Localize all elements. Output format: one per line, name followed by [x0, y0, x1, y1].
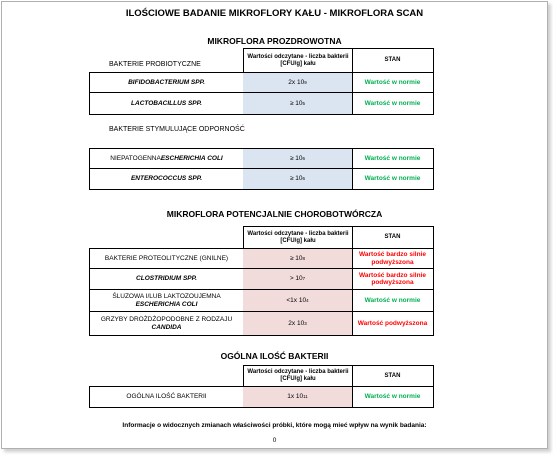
row-name: GRZYBY DROŻDŻOPODOBNE Z RODZAJU CANDIDA — [89, 312, 244, 336]
row-state: Wartość w normie — [352, 386, 434, 408]
row-name: LACTOBACILLUS SPP. — [89, 93, 244, 115]
probiotic-label: BAKTERIE PROBIOTYCZNE — [109, 61, 201, 68]
row-value: 1x 10 11 — [243, 386, 353, 408]
row-name: OGÓLNA ILOŚĆ BAKTERII — [89, 386, 244, 408]
row-state: Wartość w normie — [352, 148, 434, 169]
row-state: Wartość w normie — [352, 72, 434, 93]
col-value-header: Wartości odczytane - liczba bakterii [CFU/g] kału — [243, 365, 353, 386]
col-value-header: Wartości odczytane - liczba bakterii [CFU/g] kału — [243, 226, 353, 248]
row-state: Wartość bardzo silnie podwyższona — [352, 248, 434, 269]
col-state-header: STAN — [352, 365, 434, 386]
row-state: Wartość podwyższona — [352, 312, 434, 336]
row-name: ENTEROCOCCUS SPP. — [89, 169, 244, 190]
pathogenic-heading: MIKROFLORA POTENCJALNIE CHOROBOTWÓRCZA — [166, 209, 383, 219]
sample-info-value: 0 — [272, 437, 277, 444]
row-name: ŚLUZOWA I/LUB LAKTOZOUJEMNA ESCHERICHIA COLI — [89, 290, 244, 312]
row-value: > 10 7 — [243, 269, 353, 290]
row-state: Wartość bardzo silnie podwyższona — [352, 269, 434, 290]
row-value: <1x 10 4 — [243, 290, 353, 312]
report-title: ILOŚCIOWE BADANIE MIKROFLORY KAŁU - MIKROFLORA SCAN — [125, 8, 424, 19]
row-value: 2x 10 3 — [243, 312, 353, 336]
report-page — [1, 1, 548, 449]
row-value: ≥ 10 6 — [243, 169, 353, 190]
immune-label: BAKTERIE STYMULUJĄCE ODPORNOŚĆ — [109, 126, 245, 133]
row-name: CLOSTRIDIUM SPP. — [89, 269, 244, 290]
sample-info-label: Informacje o widocznych zmianach właściwości próbki, które mogą mieć wpływ na wynik badania: — [122, 422, 427, 429]
row-name: BIFIDOBACTERIUM SPP. — [89, 72, 244, 93]
row-name: NIEPATOGENNA ESCHERICHIA COLI — [89, 148, 244, 169]
row-value: 2x 10 9 — [243, 72, 353, 93]
col-state-header: STAN — [352, 48, 434, 72]
row-value: ≥ 10 5 — [243, 93, 353, 115]
col-value-header: Wartości odczytane - liczba bakterii [CFU/g] kału — [243, 48, 353, 72]
col-state-header: STAN — [352, 226, 434, 248]
row-name: BAKTERIE PROTEOLITYCZNE (GNILNE) — [89, 248, 244, 269]
total-heading: OGÓLNA ILOŚĆ BAKTERII — [220, 351, 329, 361]
healthy-heading: MIKROFLORA PROZDROWOTNA — [207, 36, 342, 46]
row-value: ≥ 10 8 — [243, 248, 353, 269]
row-value: ≥ 10 6 — [243, 148, 353, 169]
row-state: Wartość w normie — [352, 169, 434, 190]
row-state: Wartość w normie — [352, 93, 434, 115]
row-state: Wartość w normie — [352, 290, 434, 312]
